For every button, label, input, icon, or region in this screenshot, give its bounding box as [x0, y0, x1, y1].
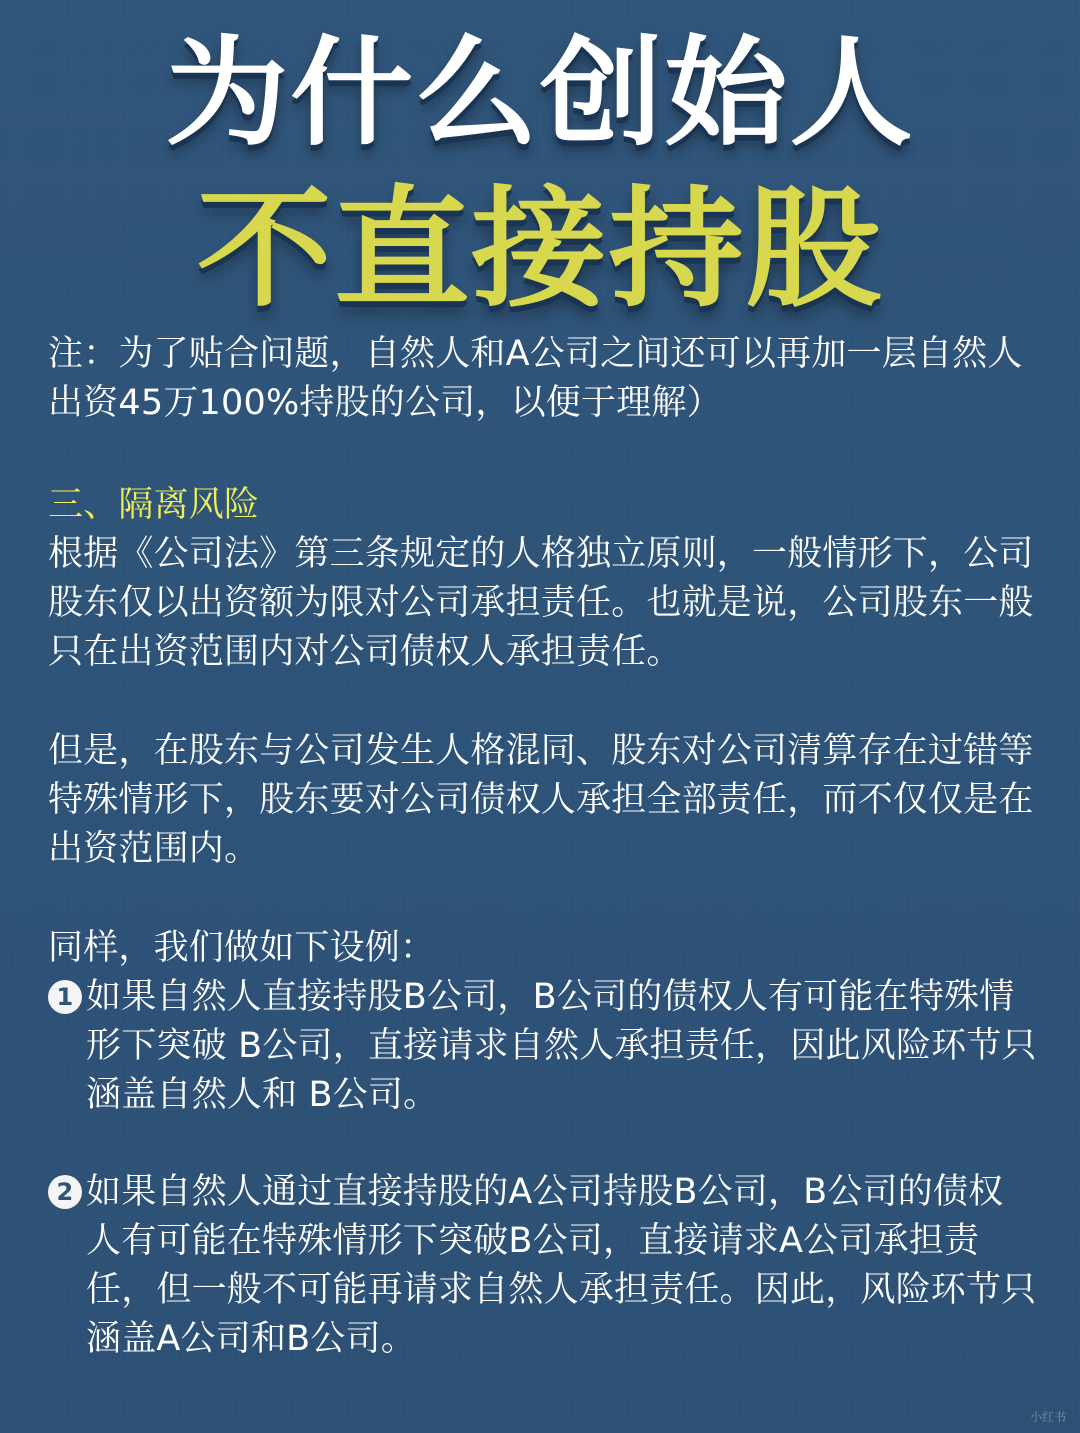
- main-title-line-2: 不直接持股: [196, 173, 884, 325]
- example-2-text: 如果自然人通过直接持股的A公司持股B公司，B公司的债权人有可能在特殊情形下突破B公司，直接请求A公司承担责任，但一般不可能再请求自然人承担责任。因此，风险环节只涵盖A公司和B公司。: [86, 1172, 1037, 1359]
- example-1-text: 如果自然人直接持股B公司，B公司的债权人有可能在特殊情形下突破 B公司，直接请求自然人承担责任，因此风险环节只涵盖自然人和 B公司。: [86, 977, 1037, 1115]
- number-1-icon: 1: [48, 980, 82, 1014]
- watermark: 小红书: [1029, 1410, 1066, 1424]
- example-intro: 同样，我们做如下设例：: [48, 928, 436, 968]
- example-item-1: [48, 973, 1038, 1120]
- article-content: [48, 330, 1038, 1412]
- main-title-line-1: 为什么创始人: [165, 24, 915, 162]
- section-title: 三、隔离风险: [48, 485, 260, 525]
- note-paragraph: 注：为了贴合问题，自然人和A公司之间还可以再加一层自然人出资45万100%持股的公司，以便于理解）: [48, 334, 1023, 423]
- number-2-icon: 2: [48, 1175, 82, 1209]
- special-circumstance-paragraph: 但是，在股东与公司发生人格混同、股东对公司清算存在过错等特殊情形下，股东要对公司债权人承担全部责任，而不仅仅是在出资范围内。: [48, 731, 1034, 869]
- legal-principle-paragraph: 根据《公司法》第三条规定的人格独立原则，一般情形下，公司股东仅以出资额为限对公司承担责任。也就是说，公司股东一般只在出资范围内对公司债权人承担责任。: [48, 534, 1034, 672]
- example-item-2: [48, 1168, 1038, 1364]
